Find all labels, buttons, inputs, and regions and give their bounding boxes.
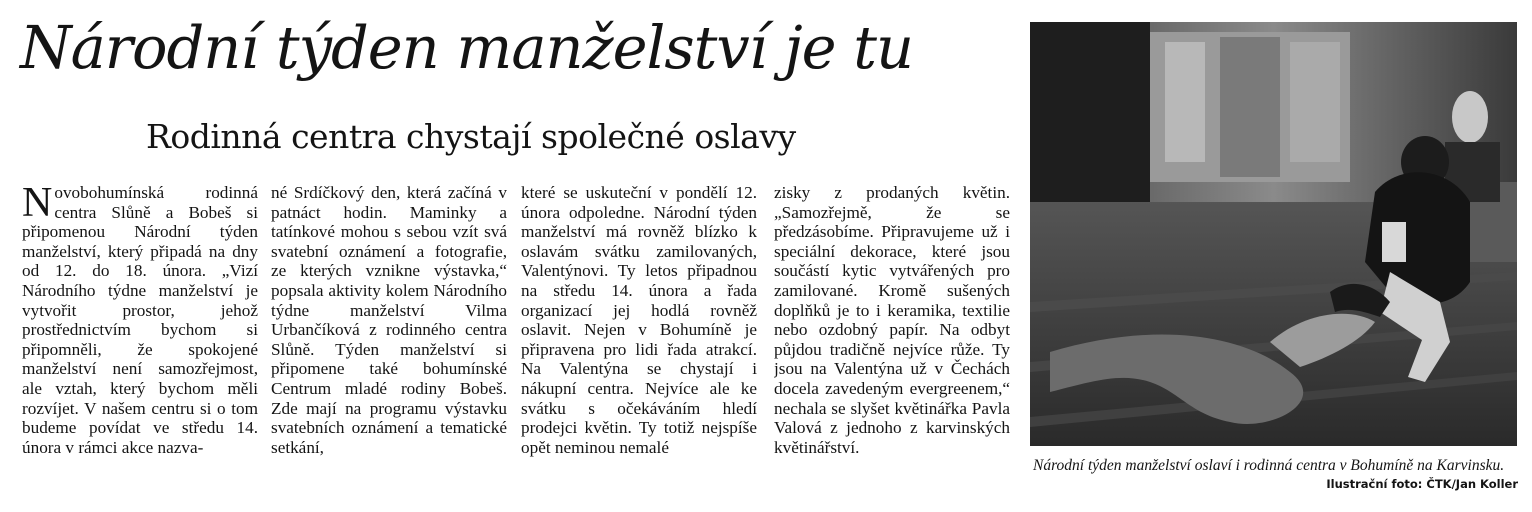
subheadline: Rodinná centra chystají společné oslavy <box>146 117 796 156</box>
article-body <box>22 183 1010 503</box>
photo-caption: Národní týden manželství oslaví i rodinná centra v Bohumíně na Karvinsku. <box>1033 457 1505 474</box>
article-column-4 <box>774 183 1010 503</box>
article-column-1 <box>22 183 258 503</box>
article-column-3-text: které se uskuteční v pondělí 12. února odpoledne. Národní týden manželství má rovněž blízko k oslavám svátku zamilovaných, Valentýnovi. Ty letos připadnou na středu 14. února a řada organizací jej hodlá rovněž oslavit. Nejen v Bohumíně je připravena pro lidi řada atrakcí. Na Valentýna se chystají i nákupní centra. Nejvíce ale ke svátku s očekáváním hledí prodejci květin. Ty totiž nejspíše opět neminou nemalé <box>521 183 757 457</box>
headline: Národní týden manželství je tu <box>20 13 913 82</box>
drop-cap: N <box>22 183 53 226</box>
article-column-1-text: ovobohumínská rodinná centra Slůně a Bobeš si připomenou Národní týden manželství, který připadá na dny od 12. do 18. února. „Vizí Národního týdne manželství je vytvořit prostor, jehož prostřednictvím bychom si připomněli, že spokojené manželství není samozřejmost, ale vztah, který bychom měli rozvíjet. V našem centru si o tom budeme povídat ve středu 14. února v rámci akce nazva- <box>22 183 258 457</box>
photo-credit: Ilustrační foto: ČTK/Jan Koller <box>1326 477 1518 491</box>
article-photo <box>1030 22 1517 446</box>
article-column-2 <box>271 183 507 503</box>
article-column-3 <box>521 183 757 503</box>
article-column-4-text: zisky z prodaných květin. „Samozřejmě, že se předzásobíme. Připravujeme už i speciální dekorace, které jsou součástí kytic vytvářených pro zamilované. Kromě sušených doplňků je to i keramika, textilie nebo ozdobný papír. Na odbyt půjdou tradičně nejvíce růže. Ty jsou na Valentýna už v Čechách docela zavedeným evergreenem,“ nechala se slyšet květinářka Pavla Valová z jednoho z karvinských květinářství. <box>774 183 1010 457</box>
article-column-2-text: né Srdíčkový den, která začíná v patnáct hodin. Maminky a tatínkové mohou s sebou vzít svá svatební oznámení a fotografie, ze kterých vznikne výstavka,“ popsala aktivity kolem Národního týdne manželství Vilma Urbančíková z rodinného centra Slůně. Týden manželství si připomene také bohumínské Centrum mladé rodiny Bobeš. Zde mají na programu výstavku svatebních oznámení a tematické setkání, <box>271 183 507 457</box>
